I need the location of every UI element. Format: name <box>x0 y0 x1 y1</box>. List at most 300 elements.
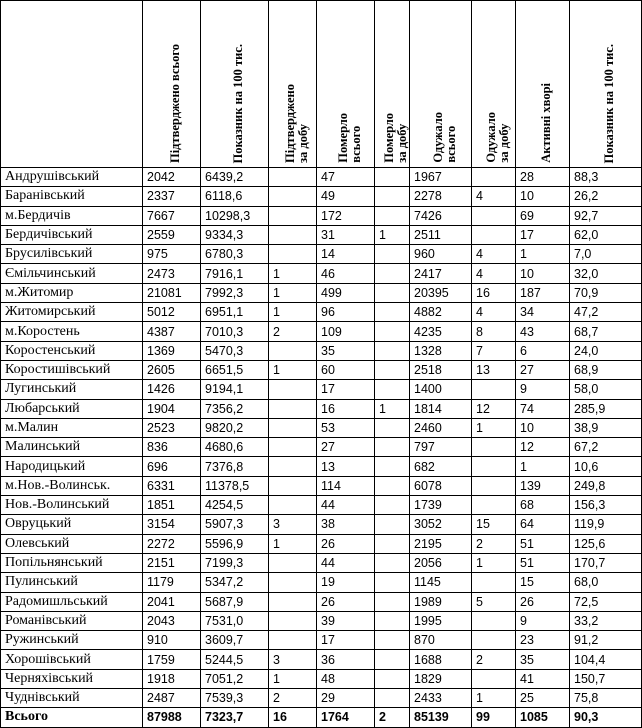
value-cell: 68 <box>516 496 570 515</box>
value-cell: 9194,1 <box>201 380 269 399</box>
value-cell: 7539,3 <box>201 689 269 708</box>
value-cell: 67,2 <box>570 438 642 457</box>
value-cell: 47,2 <box>570 303 642 322</box>
value-cell <box>472 631 516 650</box>
value-cell: 2 <box>269 689 317 708</box>
value-cell: 3 <box>269 650 317 669</box>
value-cell: 172 <box>317 206 375 225</box>
value-cell: 15 <box>516 573 570 592</box>
district-name-cell: Народицький <box>1 457 143 476</box>
value-cell: 1426 <box>143 380 201 399</box>
district-name-cell: м.Малин <box>1 418 143 437</box>
value-cell: 2473 <box>143 264 201 283</box>
value-cell: 4254,5 <box>201 496 269 515</box>
value-cell: 1814 <box>410 399 472 418</box>
value-cell: 17 <box>516 225 570 244</box>
value-cell: 5907,3 <box>201 515 269 534</box>
value-cell: 4 <box>472 264 516 283</box>
value-cell: 27 <box>516 360 570 379</box>
value-cell: 125,6 <box>570 534 642 553</box>
table-row <box>1 476 642 495</box>
table-row <box>1 264 642 283</box>
value-cell: 1688 <box>410 650 472 669</box>
value-cell: 975 <box>143 245 201 264</box>
district-name-cell: Пулинський <box>1 573 143 592</box>
value-cell <box>375 360 410 379</box>
value-cell: 51 <box>516 553 570 572</box>
header-cell-deaths-total: Померло всього <box>317 1 375 168</box>
value-cell: 7426 <box>410 206 472 225</box>
value-cell: 1995 <box>410 611 472 630</box>
value-cell: 2043 <box>143 611 201 630</box>
district-name-cell: Черняхівський <box>1 669 143 688</box>
value-cell: 170,7 <box>570 553 642 572</box>
value-cell <box>375 650 410 669</box>
value-cell <box>269 496 317 515</box>
value-cell: 4387 <box>143 322 201 341</box>
district-name-cell: Хорошівський <box>1 650 143 669</box>
value-cell: 20395 <box>410 283 472 302</box>
value-cell <box>375 341 410 360</box>
value-cell: 58,0 <box>570 380 642 399</box>
value-cell: 1 <box>269 303 317 322</box>
value-cell: 28 <box>516 168 570 187</box>
table-row <box>1 438 642 457</box>
value-cell: 7323,7 <box>201 708 269 727</box>
value-cell: 6780,3 <box>201 245 269 264</box>
value-cell: 797 <box>410 438 472 457</box>
table-row <box>1 592 642 611</box>
value-cell: 5470,3 <box>201 341 269 360</box>
value-cell: 9334,3 <box>201 225 269 244</box>
value-cell: 2 <box>472 534 516 553</box>
value-cell: 1 <box>269 534 317 553</box>
value-cell: 2523 <box>143 418 201 437</box>
value-cell: 1 <box>375 399 410 418</box>
value-cell: 13 <box>317 457 375 476</box>
value-cell: 696 <box>143 457 201 476</box>
value-cell <box>375 553 410 572</box>
value-cell <box>269 380 317 399</box>
value-cell <box>269 631 317 650</box>
value-cell <box>472 380 516 399</box>
value-cell: 1179 <box>143 573 201 592</box>
value-cell: 17 <box>317 631 375 650</box>
value-cell: 14 <box>317 245 375 264</box>
table-row <box>1 553 642 572</box>
value-cell: 92,7 <box>570 206 642 225</box>
value-cell: 26,2 <box>570 187 642 206</box>
district-name-cell: Попільнянський <box>1 553 143 572</box>
value-cell: 88,3 <box>570 168 642 187</box>
table-row <box>1 669 642 688</box>
value-cell: 34 <box>516 303 570 322</box>
value-cell <box>375 322 410 341</box>
district-name-cell: Ружинський <box>1 631 143 650</box>
header-cell-district <box>1 1 143 168</box>
table-row <box>1 380 642 399</box>
value-cell: 1 <box>375 225 410 244</box>
value-cell <box>269 476 317 495</box>
district-name-cell: Коростенський <box>1 341 143 360</box>
value-cell: 68,0 <box>570 573 642 592</box>
value-cell: 17 <box>317 380 375 399</box>
value-cell: 1369 <box>143 341 201 360</box>
value-cell <box>375 168 410 187</box>
value-cell <box>472 457 516 476</box>
value-cell: 1 <box>516 245 570 264</box>
district-name-cell: м.Нов.-Волинськ. <box>1 476 143 495</box>
value-cell: 29 <box>317 689 375 708</box>
value-cell: 2433 <box>410 689 472 708</box>
value-cell: 1400 <box>410 380 472 399</box>
value-cell: 7051,2 <box>201 669 269 688</box>
value-cell: 1 <box>269 360 317 379</box>
value-cell: 19 <box>317 573 375 592</box>
value-cell: 10 <box>516 264 570 283</box>
value-cell: 285,9 <box>570 399 642 418</box>
value-cell: 99 <box>472 708 516 727</box>
value-cell <box>269 206 317 225</box>
value-cell: 5 <box>472 592 516 611</box>
value-cell <box>375 206 410 225</box>
value-cell: 38,9 <box>570 418 642 437</box>
value-cell: 249,8 <box>570 476 642 495</box>
value-cell <box>472 476 516 495</box>
value-cell: 4235 <box>410 322 472 341</box>
value-cell: 72,5 <box>570 592 642 611</box>
value-cell: 156,3 <box>570 496 642 515</box>
value-cell: 2278 <box>410 187 472 206</box>
value-cell <box>375 283 410 302</box>
value-cell: 5012 <box>143 303 201 322</box>
value-cell: 2 <box>269 322 317 341</box>
value-cell: 9820,2 <box>201 418 269 437</box>
value-cell: 53 <box>317 418 375 437</box>
value-cell <box>269 341 317 360</box>
table-row <box>1 168 642 187</box>
value-cell: 2042 <box>143 168 201 187</box>
value-cell: 21081 <box>143 283 201 302</box>
value-cell: 7667 <box>143 206 201 225</box>
value-cell: 48 <box>317 669 375 688</box>
value-cell: 5687,9 <box>201 592 269 611</box>
value-cell: 31 <box>317 225 375 244</box>
value-cell: 1 <box>269 283 317 302</box>
value-cell: 682 <box>410 457 472 476</box>
value-cell <box>269 611 317 630</box>
table-row <box>1 573 642 592</box>
district-name-cell: м.Бердичів <box>1 206 143 225</box>
value-cell: 70,9 <box>570 283 642 302</box>
value-cell: 49 <box>317 187 375 206</box>
value-cell: 4680,6 <box>201 438 269 457</box>
value-cell: 2511 <box>410 225 472 244</box>
district-name-cell: Андрушівський <box>1 168 143 187</box>
table-row <box>1 457 642 476</box>
district-name-cell: Олевський <box>1 534 143 553</box>
value-cell: 7992,3 <box>201 283 269 302</box>
value-cell: 7356,2 <box>201 399 269 418</box>
value-cell: 2460 <box>410 418 472 437</box>
value-cell: 44 <box>317 496 375 515</box>
value-cell: 836 <box>143 438 201 457</box>
value-cell <box>472 573 516 592</box>
district-name-cell: Лугинський <box>1 380 143 399</box>
value-cell: 1 <box>269 264 317 283</box>
value-cell: 9 <box>516 380 570 399</box>
value-cell <box>472 496 516 515</box>
value-cell: 5244,5 <box>201 650 269 669</box>
value-cell: 41 <box>516 669 570 688</box>
value-cell: 44 <box>317 553 375 572</box>
value-cell: 87988 <box>143 708 201 727</box>
table-row <box>1 650 642 669</box>
value-cell: 62,0 <box>570 225 642 244</box>
table-row <box>1 206 642 225</box>
table-row <box>1 303 642 322</box>
value-cell <box>375 534 410 553</box>
value-cell: 96 <box>317 303 375 322</box>
value-cell <box>375 515 410 534</box>
value-cell: 4 <box>472 245 516 264</box>
value-cell: 10298,3 <box>201 206 269 225</box>
value-cell: 74 <box>516 399 570 418</box>
value-cell: 10 <box>516 418 570 437</box>
value-cell: 12 <box>516 438 570 457</box>
header-cell-confirmed-daily: Підтверджено за добу <box>269 1 317 168</box>
value-cell: 1904 <box>143 399 201 418</box>
value-cell: 35 <box>516 650 570 669</box>
district-name-cell: Баранівський <box>1 187 143 206</box>
district-name-cell: Любарський <box>1 399 143 418</box>
value-cell: 187 <box>516 283 570 302</box>
value-cell: 25 <box>516 689 570 708</box>
table-row <box>1 534 642 553</box>
value-cell: 1851 <box>143 496 201 515</box>
value-cell: 16 <box>269 708 317 727</box>
value-cell: 85139 <box>410 708 472 727</box>
district-name-cell: Романівський <box>1 611 143 630</box>
table-row <box>1 360 642 379</box>
value-cell: 68,7 <box>570 322 642 341</box>
value-cell <box>472 225 516 244</box>
value-cell: 39 <box>317 611 375 630</box>
header-cell-active-rate-per-100k: Показник на 100 тис. <box>570 1 642 168</box>
value-cell: 6118,6 <box>201 187 269 206</box>
value-cell: 75,8 <box>570 689 642 708</box>
value-cell <box>375 496 410 515</box>
value-cell <box>375 631 410 650</box>
value-cell: 2559 <box>143 225 201 244</box>
value-cell <box>472 669 516 688</box>
value-cell <box>472 611 516 630</box>
value-cell: 7,0 <box>570 245 642 264</box>
value-cell: 1739 <box>410 496 472 515</box>
value-cell: 1 <box>472 689 516 708</box>
value-cell <box>375 438 410 457</box>
table-row <box>1 245 642 264</box>
district-name-cell: Нов.-Волинський <box>1 496 143 515</box>
district-name-cell: м.Коростень <box>1 322 143 341</box>
value-cell: 2056 <box>410 553 472 572</box>
header-cell-recovered-daily: Одужало за добу <box>472 1 516 168</box>
value-cell: 16 <box>472 283 516 302</box>
value-cell: 139 <box>516 476 570 495</box>
value-cell: 2 <box>472 650 516 669</box>
value-cell: 10,6 <box>570 457 642 476</box>
value-cell: 9 <box>516 611 570 630</box>
value-cell: 1 <box>472 418 516 437</box>
header-cell-deaths-daily: Померло за добу <box>375 1 410 168</box>
header-cell-recovered-total: Одужало всього <box>410 1 472 168</box>
value-cell: 8 <box>472 322 516 341</box>
value-cell: 51 <box>516 534 570 553</box>
value-cell: 33,2 <box>570 611 642 630</box>
value-cell: 11378,5 <box>201 476 269 495</box>
value-cell: 23 <box>516 631 570 650</box>
value-cell <box>269 438 317 457</box>
value-cell: 36 <box>317 650 375 669</box>
value-cell: 6078 <box>410 476 472 495</box>
value-cell: 1829 <box>410 669 472 688</box>
value-cell: 1328 <box>410 341 472 360</box>
value-cell: 7010,3 <box>201 322 269 341</box>
value-cell: 7916,1 <box>201 264 269 283</box>
value-cell <box>375 303 410 322</box>
table-row <box>1 515 642 534</box>
value-cell: 2151 <box>143 553 201 572</box>
value-cell: 1 <box>472 553 516 572</box>
value-cell <box>269 399 317 418</box>
value-cell: 3052 <box>410 515 472 534</box>
value-cell: 10 <box>516 187 570 206</box>
value-cell <box>375 264 410 283</box>
value-cell: 2518 <box>410 360 472 379</box>
district-name-cell: Житомирський <box>1 303 143 322</box>
value-cell: 3 <box>269 515 317 534</box>
value-cell <box>269 553 317 572</box>
value-cell: 24,0 <box>570 341 642 360</box>
value-cell: 7531,0 <box>201 611 269 630</box>
value-cell: 150,7 <box>570 669 642 688</box>
value-cell <box>375 476 410 495</box>
value-cell: 1989 <box>410 592 472 611</box>
total-row <box>1 708 642 727</box>
value-cell <box>472 168 516 187</box>
value-cell: 4882 <box>410 303 472 322</box>
value-cell: 47 <box>317 168 375 187</box>
table-row <box>1 418 642 437</box>
value-cell: 910 <box>143 631 201 650</box>
table-row <box>1 611 642 630</box>
value-cell <box>269 457 317 476</box>
value-cell: 2337 <box>143 187 201 206</box>
table-row <box>1 283 642 302</box>
value-cell: 104,4 <box>570 650 642 669</box>
value-cell: 68,9 <box>570 360 642 379</box>
value-cell: 4 <box>472 187 516 206</box>
value-cell: 2605 <box>143 360 201 379</box>
value-cell <box>375 592 410 611</box>
value-cell: 2195 <box>410 534 472 553</box>
table-body <box>1 168 642 728</box>
table-row <box>1 187 642 206</box>
district-name-cell: Радомишльський <box>1 592 143 611</box>
table-row <box>1 399 642 418</box>
value-cell: 2487 <box>143 689 201 708</box>
value-cell <box>375 245 410 264</box>
table-row <box>1 496 642 515</box>
value-cell: 870 <box>410 631 472 650</box>
value-cell <box>269 187 317 206</box>
value-cell: 35 <box>317 341 375 360</box>
value-cell: 6951,1 <box>201 303 269 322</box>
district-name-cell: м.Житомир <box>1 283 143 302</box>
value-cell: 3609,7 <box>201 631 269 650</box>
value-cell <box>269 245 317 264</box>
value-cell: 12 <box>472 399 516 418</box>
value-cell <box>269 168 317 187</box>
value-cell: 1759 <box>143 650 201 669</box>
value-cell: 2 <box>375 708 410 727</box>
value-cell: 38 <box>317 515 375 534</box>
value-cell <box>269 225 317 244</box>
value-cell: 109 <box>317 322 375 341</box>
value-cell: 60 <box>317 360 375 379</box>
table-row <box>1 689 642 708</box>
value-cell: 1145 <box>410 573 472 592</box>
value-cell <box>375 418 410 437</box>
value-cell <box>375 457 410 476</box>
value-cell: 5596,9 <box>201 534 269 553</box>
value-cell <box>269 418 317 437</box>
district-name-cell: Коростишівський <box>1 360 143 379</box>
table-row <box>1 322 642 341</box>
value-cell: 16 <box>317 399 375 418</box>
value-cell: 499 <box>317 283 375 302</box>
value-cell <box>375 380 410 399</box>
value-cell: 5347,2 <box>201 573 269 592</box>
district-name-cell: Брусилівський <box>1 245 143 264</box>
header-cell-active-cases: Активні хворі <box>516 1 570 168</box>
value-cell: 1 <box>516 457 570 476</box>
value-cell: 6 <box>516 341 570 360</box>
value-cell: 2041 <box>143 592 201 611</box>
value-cell: 1967 <box>410 168 472 187</box>
value-cell: 43 <box>516 322 570 341</box>
value-cell: 4 <box>472 303 516 322</box>
value-cell <box>269 573 317 592</box>
value-cell <box>375 573 410 592</box>
value-cell: 6439,2 <box>201 168 269 187</box>
header-cell-rate-per-100k: Показник на 100 тис. <box>201 1 269 168</box>
header-row <box>1 1 642 168</box>
value-cell <box>269 592 317 611</box>
value-cell <box>375 611 410 630</box>
value-cell: 32,0 <box>570 264 642 283</box>
value-cell: 15 <box>472 515 516 534</box>
value-cell: 69 <box>516 206 570 225</box>
header-cell-confirmed-total: Підтверджено всього <box>143 1 201 168</box>
district-name-cell: Овруцький <box>1 515 143 534</box>
value-cell <box>375 669 410 688</box>
district-name-cell: Чуднівський <box>1 689 143 708</box>
district-name-cell: Всього <box>1 708 143 727</box>
value-cell: 26 <box>317 534 375 553</box>
value-cell <box>472 206 516 225</box>
value-cell: 6331 <box>143 476 201 495</box>
